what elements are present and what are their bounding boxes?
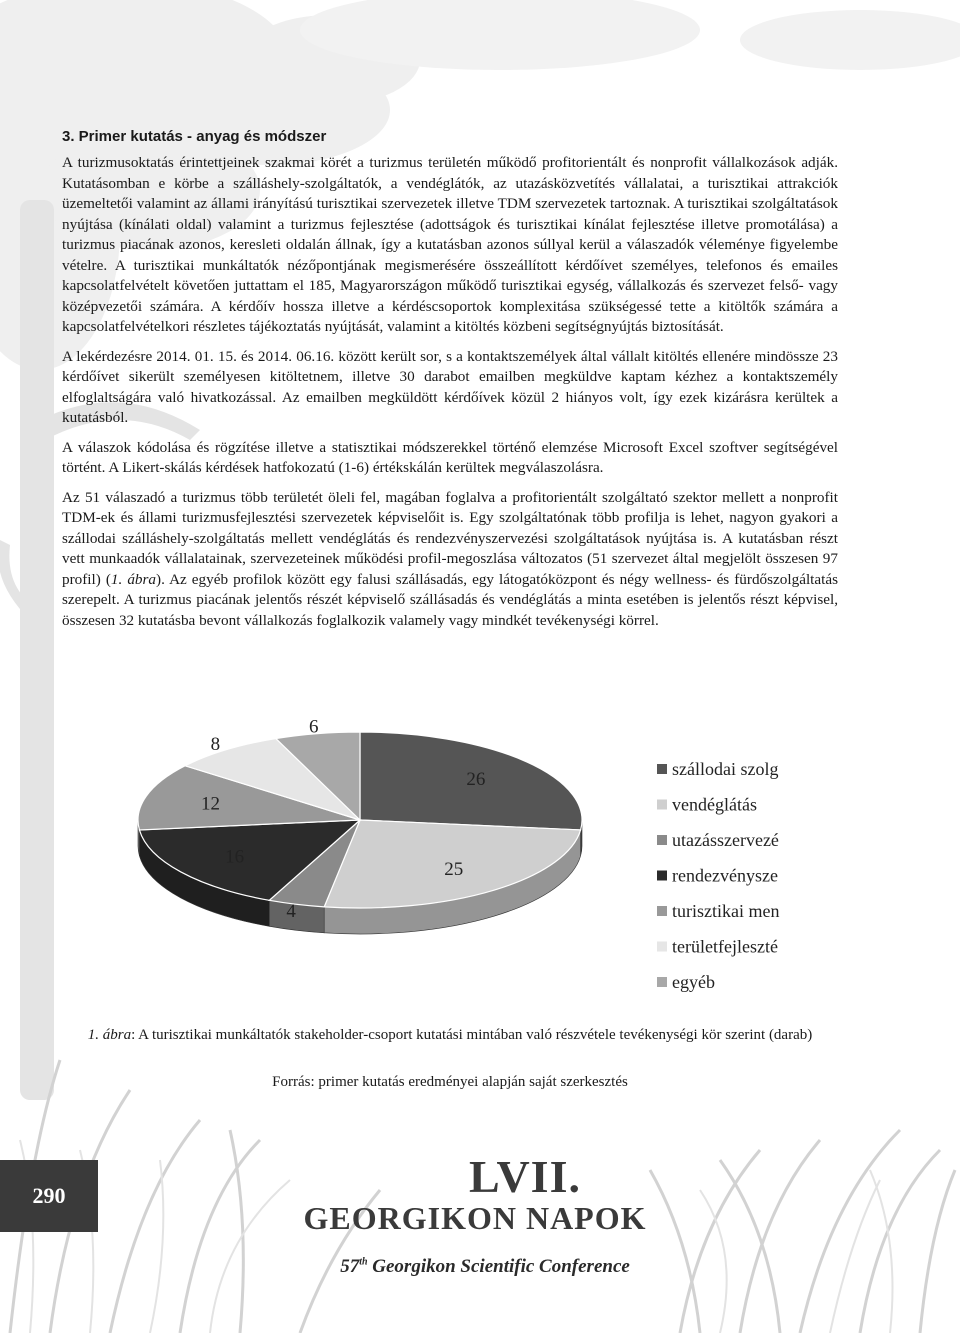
pie-label-0: 26 <box>466 768 486 790</box>
page-number: 290 <box>32 1183 66 1208</box>
pie-slices <box>138 732 582 908</box>
legend-label-2: utazásszervezé <box>672 830 779 850</box>
figure-caption <box>62 1026 838 1045</box>
conference-edition: LVII. <box>469 1151 581 1202</box>
section-content <box>62 128 838 640</box>
paragraph-2: A lekérdezésre 2014. 01. 15. és 2014. 06.16. között került sor, s a kontaktszemélyek által vállalt kitöltés ellenére mindössze 23 kérdőívet sikerült személyesen kitöltetnem, illetve 30 darabot emailben megküldve kaptam kézhez a kontaktszemély elfoglaltságára való hivatkozással. Az emailben megküldött kérdőívek közül 2 hiányos volt, így ezek kizárásra kerültek a kutatásból. <box>62 347 838 426</box>
paragraph-4-text-before: Az 51 válaszadó a turizmus több területét öleli fel, magában foglalva a profitorientált szolgáltató szektor mellett a nonprofit TDM-ek és állami turizmusfejlesztési szervezetek képviselőit is. Egy szolgáltatónak több profilja is lehet, nagyon gyakori a szállodai szálláshely-szolgáltatás mellett vendéglátás és rendezvényszervezési szolgáltatások nyújtása is. A kutatásban részt vett munkaadók vállalatainak, szervezeteinek működési profil-megoszlása változatos (51 szervezet által megjelölt összesen 97 profil) ( <box>62 488 838 588</box>
paragraph-3: A válaszok kódolása és rögzítése illetve a statisztikai módszerekkel történő elemzése Microsoft Excel szoftver segítségével történt. A Likert-skálás kérdések hatfokozatú (1-6) értékskálán kerültek megválaszolásra. <box>62 438 838 476</box>
legend-label-5: területfejleszté <box>672 936 778 957</box>
caption-label: 1. ábra <box>87 1027 132 1043</box>
paragraph-4 <box>62 488 838 632</box>
pie-label-2: 4 <box>286 901 296 923</box>
section-heading: 3. Primer kutatás - anyag és módszer <box>62 128 327 145</box>
legend-swatch-5 <box>657 942 667 952</box>
legend-swatch-3 <box>657 871 667 881</box>
conference-ordinal: th <box>359 1256 368 1268</box>
legend-swatch-4 <box>657 906 667 916</box>
pie-chart <box>62 688 790 1018</box>
legend-swatch-0 <box>657 764 667 774</box>
pie-label-6: 6 <box>308 716 319 738</box>
conference-subtitle-text: Georgikon Scientific Conference <box>367 1256 630 1277</box>
legend-label-4: turisztikai men <box>672 901 780 921</box>
figure-1 <box>62 688 790 1018</box>
chart-legend <box>657 759 779 992</box>
legend-swatch-2 <box>657 835 667 845</box>
paragraph-1: A turizmusoktatás érintettjeinek szakmai körét a turizmus területén működő profitorientált és nonprofit vállalkozások adják. Kutatásomban e körbe a szálláshely-szolgáltatók, a vendéglátók, az utazásközvetítés vállalatai, a turisztikai attrakciók üzemeltetői valamint az állami irányítású turisztikai szervezetek illetve TDM szervezetek tartoznak. A turisztikai szolgáltatások nyújtása (kínálati oldal) valamint a turizmus fejlesztése (adottságok és turisztikai kínálat fejlesztése illetve promotálása) a turizmus piacának azonos, keresleti oldalán állnak, így a kutatásban azonos súllyal kerül a válaszadók véleménye figyelembe vételre. A turisztikai munkáltatók nézőpontjának megismerésére összeállított kérdőívet személyes, telefonos és emailes kapcsolatfelvételt követően juttattam el 185, Magyarországon működő turisztikai egység, vállalkozás és szervezet felső- vagy középvezetői számára. A kérdőív hossza illetve a kérdéscsoportok komplexitása szükségessé tette a kitöltők számára a kapcsolatfelvételkori részletes tájékoztatás nyújtását, valamint a kitöltés közbeni segítségnyújtás biztosítását. <box>62 154 838 335</box>
pie-label-5: 8 <box>210 734 221 756</box>
legend-swatch-6 <box>657 977 667 987</box>
legend-label-3: rendezvénysze <box>672 865 778 886</box>
conference-number: 57 <box>340 1256 360 1277</box>
conference-subtitle <box>270 1256 700 1278</box>
legend-label-6: egyéb <box>672 972 715 992</box>
paragraph-4-text-after: ). Az egyéb profilok között egy falusi szállásadás, egy látogatóközpont és négy wellness- és fürdőszolgáltatás szerepelt. A turizmus piacának jelentős részét képviselő szállásadás és vendéglátás a minta esetében is jelentős részt képvisel, összesen 32 kutatásba bevont vállalkozás foglalkozik valamely vagy mindkét tevékenységi körrel. <box>62 570 838 629</box>
pie-label-3: 16 <box>225 846 245 868</box>
legend-label-1: vendéglátás <box>672 794 757 815</box>
pie-label-4: 12 <box>200 793 220 815</box>
figure-source: Forrás: primer kutatás eredményei alapján saját szerkesztés <box>272 1074 628 1090</box>
caption-text: : A turisztikai munkáltatók stakeholder-csoport kutatási mintában való részvétele tevékenységi kör szerint (darab) <box>131 1027 813 1043</box>
page-number-box <box>0 1160 98 1232</box>
legend-label-0: szállodai szolg <box>672 759 779 779</box>
conference-name: GEORGIKON NAPOK <box>303 1200 647 1236</box>
pie-label-1: 25 <box>444 859 464 881</box>
legend-swatch-1 <box>657 800 667 810</box>
figure-reference: 1. ábra <box>110 570 157 588</box>
